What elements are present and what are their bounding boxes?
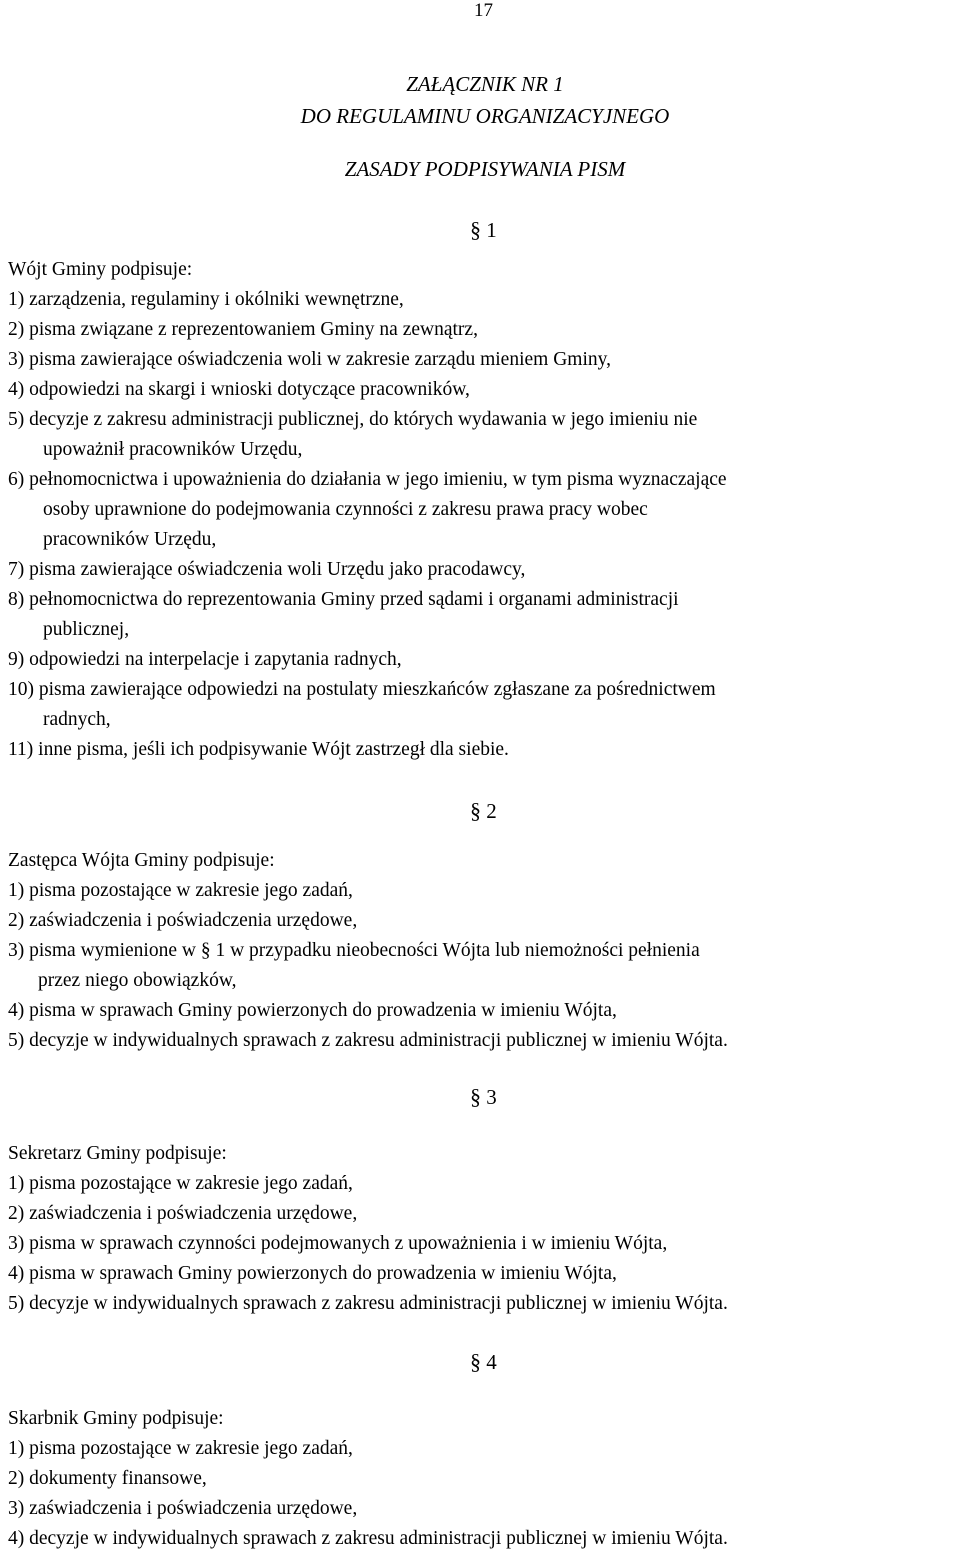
- list-item: 4) pisma w sprawach Gminy powierzonych do prowadzenia w imieniu Wójta,: [8, 1000, 617, 1021]
- list-item: 1) pisma pozostające w zakresie jego zadań,: [8, 880, 353, 901]
- section-heading: Zastępca Wójta Gminy podpisuje:: [8, 850, 275, 871]
- list-item: 4) pisma w sprawach Gminy powierzonych do prowadzenia w imieniu Wójta,: [8, 1263, 617, 1284]
- list-item-continuation: publicznej,: [43, 619, 130, 640]
- list-item: 1) pisma pozostające w zakresie jego zadań,: [8, 1173, 353, 1194]
- page-number: 17: [474, 0, 493, 21]
- paragraph-marker-4: [470, 1349, 497, 1375]
- list-item: 2) dokumenty finansowe,: [8, 1468, 207, 1489]
- list-item: 11) inne pisma, jeśli ich podpisywanie Wójt zastrzegł dla siebie.: [8, 739, 509, 760]
- list-item: 1) pisma pozostające w zakresie jego zadań,: [8, 1438, 353, 1459]
- list-item: 2) zaświadczenia i poświadczenia urzędowe,: [8, 910, 358, 931]
- section-sign-icon: §: [470, 798, 481, 823]
- section-items: [8, 285, 960, 765]
- list-item-continuation: radnych,: [43, 709, 111, 730]
- list-item-continuation: osoby uprawnione do podejmowania czynności z zakresu prawa pracy wobec: [43, 499, 648, 520]
- list-item: 8) pełnomocnictwa do reprezentowania Gminy przed sądami i organami administracji: [8, 589, 679, 610]
- section-sign-icon: §: [200, 940, 211, 961]
- section-heading: Wójt Gminy podpisuje:: [8, 259, 193, 280]
- paragraph-number: 4: [486, 1350, 497, 1374]
- section-wojt: [8, 255, 960, 765]
- section-sekretarz: [8, 1139, 960, 1319]
- document-title: ZASADY PODPISYWANIA PISM: [344, 157, 626, 181]
- list-item: 1) zarządzenia, regulaminy i okólniki wewnętrzne,: [8, 289, 404, 310]
- paragraph-marker-3: [470, 1084, 497, 1110]
- list-item: [8, 936, 960, 966]
- list-item-text: 1 w przypadku nieobecności Wójta lub niemożności pełnienia: [210, 940, 700, 961]
- list-item: 7) pisma zawierające oświadczenia woli Urzędu jako pracodawcy,: [8, 559, 526, 580]
- paragraph-number: 1: [486, 218, 497, 242]
- list-item: 4) decyzje w indywidualnych sprawach z zakresu administracji publicznej w imieniu Wójta.: [8, 1528, 728, 1549]
- list-item: 10) pisma zawierające odpowiedzi na postulaty mieszkańców zgłaszane za pośrednictwem: [8, 679, 716, 700]
- paragraph-marker-1: [470, 217, 497, 243]
- annex-title: ZAŁĄCZNIK NR 1: [406, 72, 564, 96]
- section-sign-icon: §: [470, 217, 481, 242]
- annex-subtitle: DO REGULAMINU ORGANIZACYJNEGO: [300, 104, 670, 128]
- list-item-continuation: przez niego obowiązków,: [38, 970, 237, 991]
- list-item: 9) odpowiedzi na interpelacje i zapytania radnych,: [8, 649, 402, 670]
- section-skarbnik: [8, 1404, 960, 1554]
- list-item: 3) pisma zawierające oświadczenia woli w zakresie zarządu mieniem Gminy,: [8, 349, 611, 370]
- list-item-continuation: upoważnił pracowników Urzędu,: [43, 439, 303, 460]
- section-sign-icon: §: [470, 1084, 481, 1109]
- list-item: 4) odpowiedzi na skargi i wnioski dotyczące pracowników,: [8, 379, 470, 400]
- list-item-text: 3) pisma wymienione w: [8, 940, 201, 961]
- paragraph-number: 3: [486, 1085, 497, 1109]
- list-item: 2) zaświadczenia i poświadczenia urzędowe,: [8, 1203, 358, 1224]
- list-item: 3) zaświadczenia i poświadczenia urzędowe,: [8, 1498, 358, 1519]
- section-heading: Skarbnik Gminy podpisuje:: [8, 1408, 224, 1429]
- paragraph-number: 2: [486, 799, 497, 823]
- paragraph-marker-2: [470, 798, 497, 824]
- list-item-continuation: pracowników Urzędu,: [43, 529, 217, 550]
- list-item: 5) decyzje w indywidualnych sprawach z zakresu administracji publicznej w imieniu Wójta.: [8, 1030, 728, 1051]
- section-zastepca: [8, 846, 960, 1056]
- section-sign-icon: §: [470, 1349, 481, 1374]
- list-item: 5) decyzje w indywidualnych sprawach z zakresu administracji publicznej w imieniu Wójta.: [8, 1293, 728, 1314]
- section-heading: Sekretarz Gminy podpisuje:: [8, 1143, 227, 1164]
- list-item: 3) pisma w sprawach czynności podejmowanych z upoważnienia i w imieniu Wójta,: [8, 1233, 668, 1254]
- list-item: 5) decyzje z zakresu administracji publicznej, do których wydawania w jego imieniu nie: [8, 409, 698, 430]
- list-item: 2) pisma związane z reprezentowaniem Gminy na zewnątrz,: [8, 319, 478, 340]
- list-item: 6) pełnomocnictwa i upoważnienia do działania w jego imieniu, w tym pisma wyznaczające: [8, 469, 727, 490]
